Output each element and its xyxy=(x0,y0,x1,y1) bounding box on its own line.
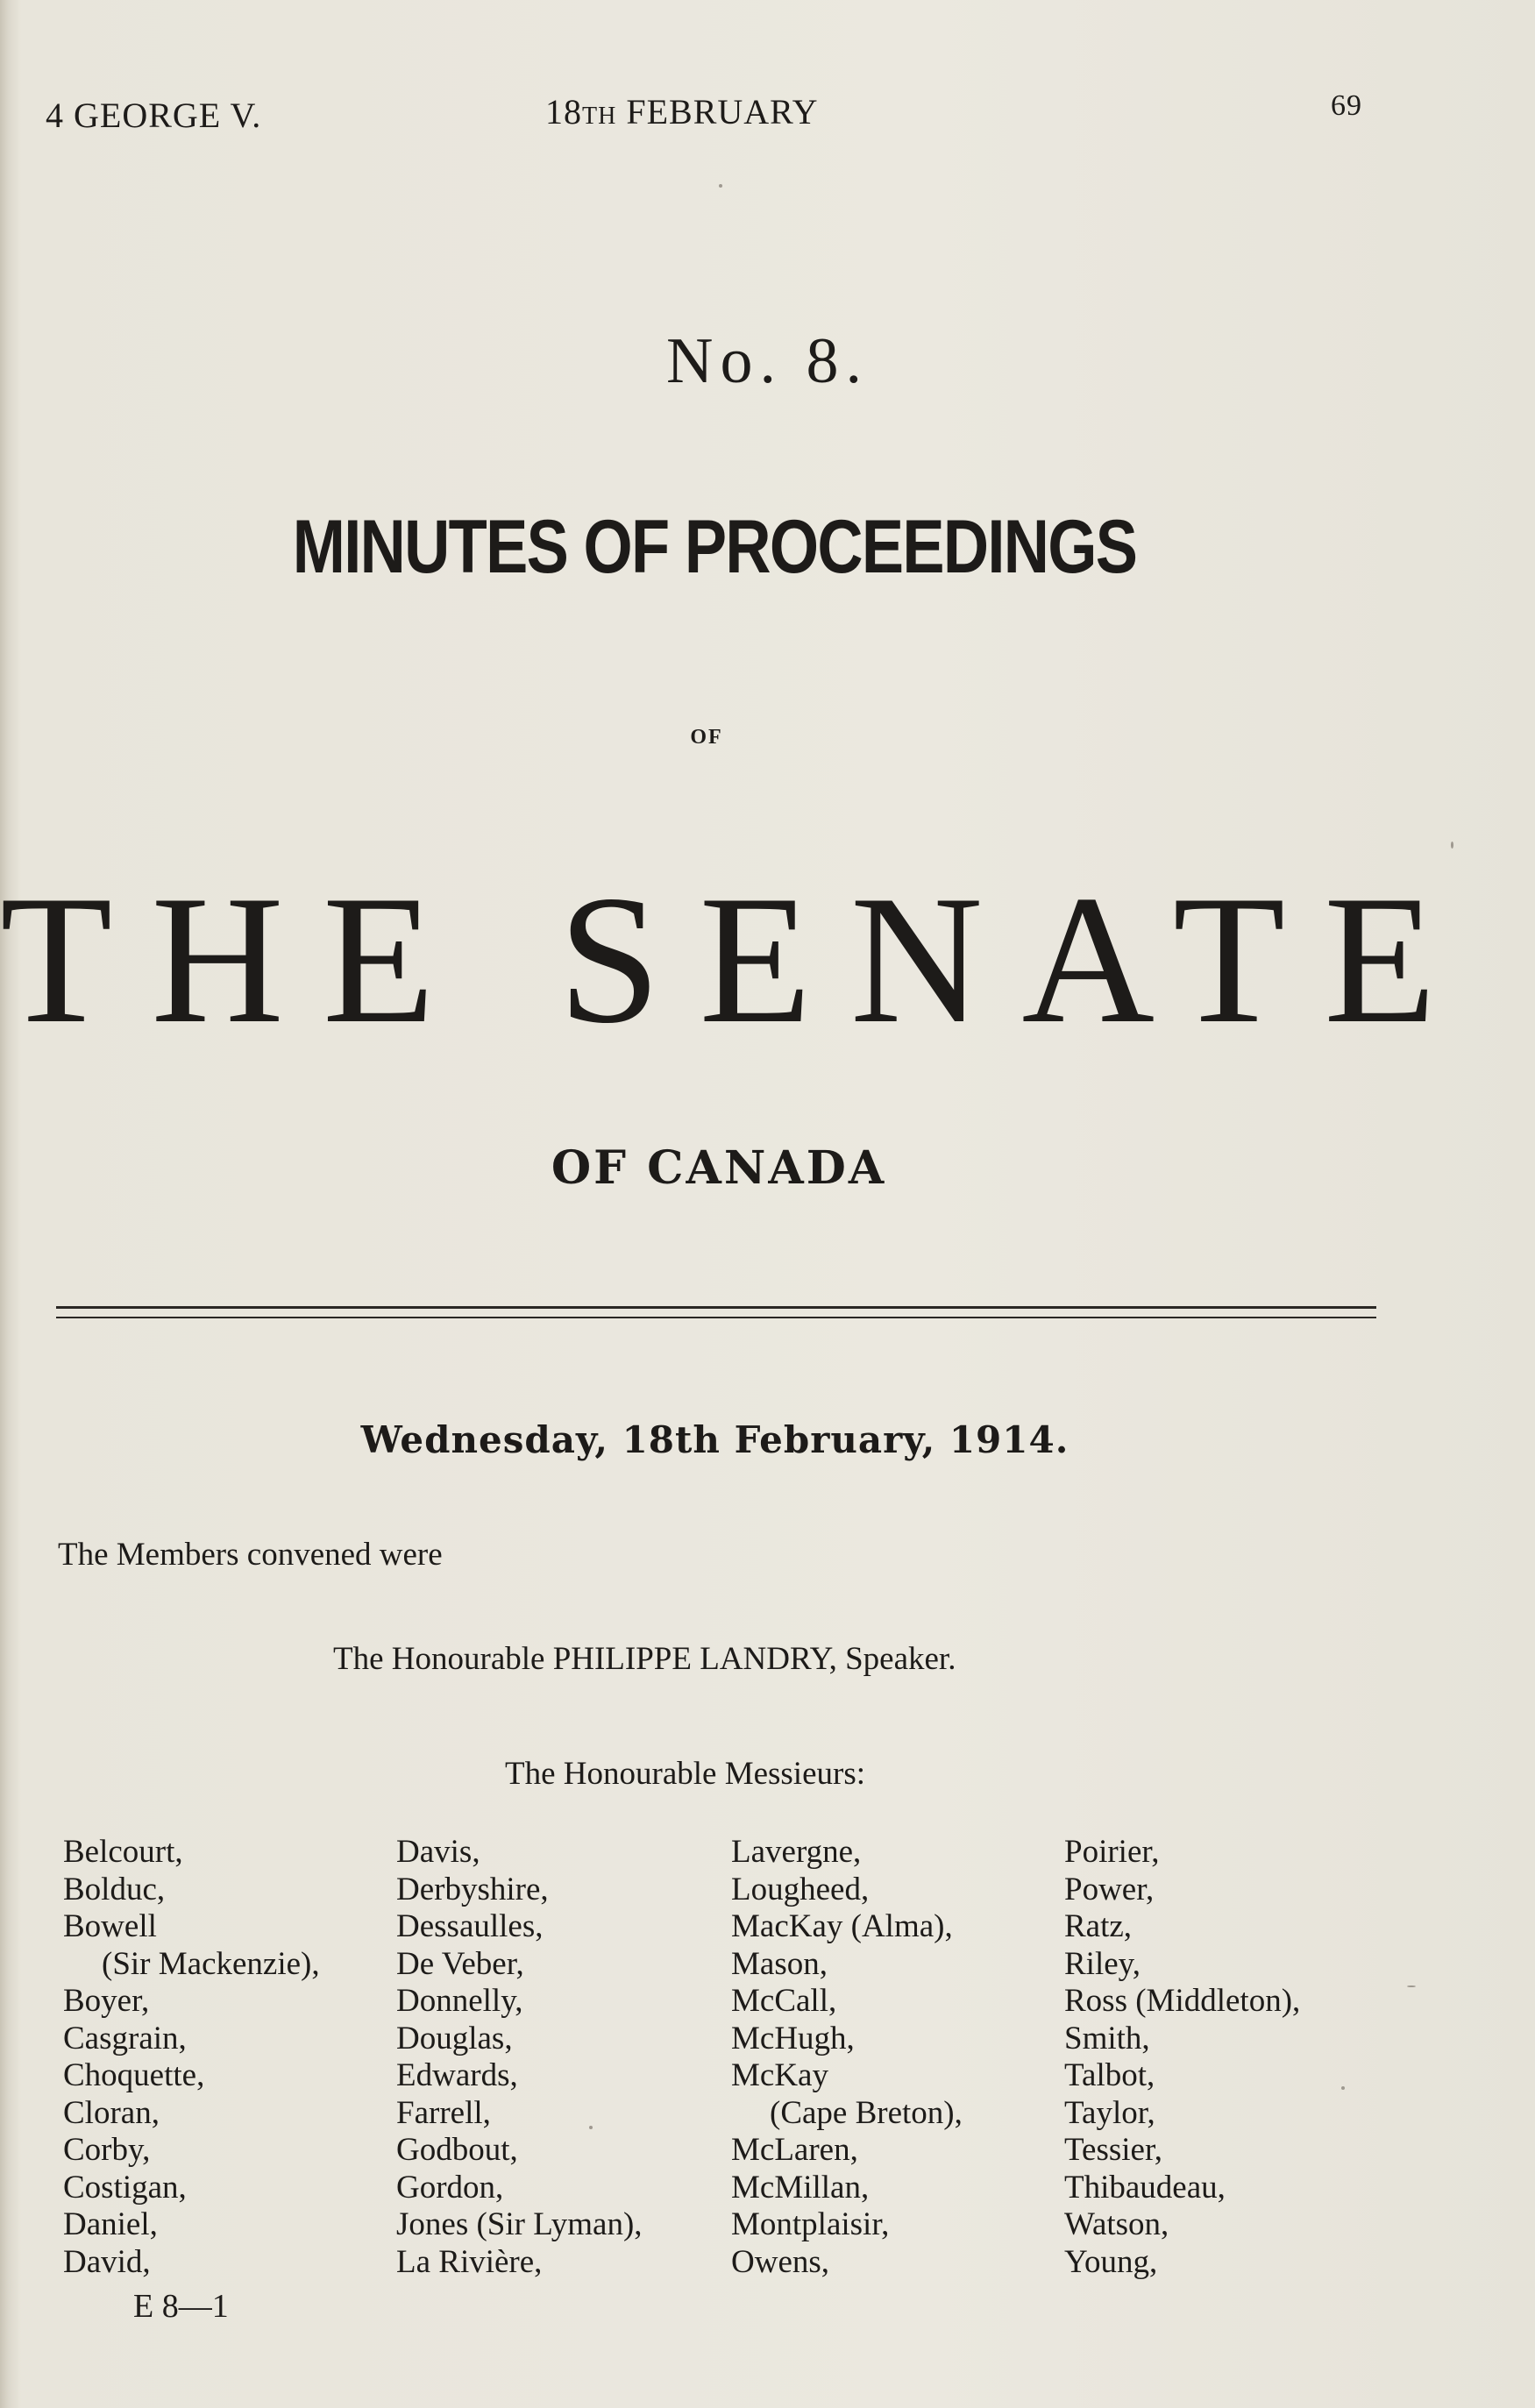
member-column-1 xyxy=(63,1834,320,2281)
member-name: Costigan, xyxy=(63,2169,187,2206)
header-date xyxy=(545,91,819,132)
member-name: McLaren, xyxy=(731,2132,858,2168)
paper-speck xyxy=(1407,1985,1416,1987)
speaker-line: The Honourable PHILIPPE LANDRY, Speaker. xyxy=(333,1641,956,1677)
member-name: Riley, xyxy=(1064,1945,1141,1982)
member-name: MacKay (Alma), xyxy=(731,1908,953,1944)
member-name: Cloran, xyxy=(63,2094,160,2131)
member-name-continuation: (Cape Breton), xyxy=(770,2094,963,2131)
member-name: Edwards, xyxy=(396,2057,518,2093)
regnal-year: 4 GEORGE V. xyxy=(46,96,262,135)
member-name: Daniel, xyxy=(63,2206,158,2242)
country-line: OF CANADA xyxy=(551,1141,887,1195)
member-name: Corby, xyxy=(63,2132,151,2168)
header-date-month: FEBRUARY xyxy=(626,92,819,131)
member-name: Ratz, xyxy=(1064,1908,1133,1944)
member-name: Montplaisir, xyxy=(731,2206,890,2242)
header-date-day: 18 xyxy=(545,92,582,131)
member-column-3 xyxy=(731,1834,963,2281)
member-column-2 xyxy=(396,1834,643,2281)
header-date-suffix: TH xyxy=(582,103,617,130)
member-name: Derbyshire, xyxy=(396,1871,549,1907)
divider-rule-bottom xyxy=(56,1317,1376,1318)
member-name: McMillan, xyxy=(731,2169,870,2206)
member-name: Taylor, xyxy=(1064,2094,1155,2131)
member-name: Boyer, xyxy=(63,1983,150,2019)
member-name-continuation: (Sir Mackenzie), xyxy=(102,1945,320,1982)
member-name: McHugh, xyxy=(731,2020,855,2056)
paper-speck xyxy=(719,184,722,188)
member-name: Davis, xyxy=(396,1834,480,1870)
document-title: MINUTES OF PROCEEDINGS xyxy=(292,505,1137,589)
member-name: Ross (Middleton), xyxy=(1064,1983,1301,2019)
messieurs-heading: The Honourable Messieurs: xyxy=(505,1756,866,1792)
member-name: Lavergne, xyxy=(731,1834,862,1870)
member-name: Lougheed, xyxy=(731,1871,870,1907)
member-name: Donnelly, xyxy=(396,1983,523,2019)
signature-mark: E 8—1 xyxy=(133,2288,229,2325)
paper-speck xyxy=(1451,842,1453,849)
member-name: Gordon, xyxy=(396,2169,504,2206)
member-name: Farrell, xyxy=(396,2094,491,2131)
member-name: Douglas, xyxy=(396,2020,513,2056)
page-number: 69 xyxy=(1331,89,1362,122)
member-name: La Rivière, xyxy=(396,2243,543,2280)
member-name: De Veber, xyxy=(396,1945,524,1982)
member-name: Bolduc, xyxy=(63,1871,166,1907)
member-name: Mason, xyxy=(731,1945,828,1982)
member-name: Casgrain, xyxy=(63,2020,187,2056)
member-name: Godbout, xyxy=(396,2132,518,2168)
member-name: Power, xyxy=(1064,1871,1155,1907)
member-name: Poirier, xyxy=(1064,1834,1160,1870)
title-connector: OF xyxy=(690,726,723,749)
member-name: David, xyxy=(63,2243,151,2280)
member-name: Choquette, xyxy=(63,2057,205,2093)
member-name: Jones (Sir Lyman), xyxy=(396,2206,643,2242)
member-name: Smith, xyxy=(1064,2020,1150,2056)
document-number: No. 8. xyxy=(666,325,869,397)
paper-speck xyxy=(589,2126,593,2129)
member-name: Talbot, xyxy=(1064,2057,1155,2093)
member-name: Thibaudeau, xyxy=(1064,2169,1226,2206)
member-name: Watson, xyxy=(1064,2206,1169,2242)
session-date: Wednesday, 18th February, 1914. xyxy=(360,1418,1070,1461)
member-name: Dessaulles, xyxy=(396,1908,544,1944)
member-column-4 xyxy=(1064,1834,1300,2281)
member-name: Belcourt, xyxy=(63,1834,183,1870)
divider-rule-top xyxy=(56,1306,1376,1309)
members-intro: The Members convened were xyxy=(58,1537,443,1573)
member-name: McKay xyxy=(731,2057,828,2093)
member-name: Bowell xyxy=(63,1908,157,1944)
member-name: Tessier, xyxy=(1064,2132,1163,2168)
member-name: Young, xyxy=(1064,2243,1158,2280)
body-name: THE SENATE xyxy=(0,858,1475,1062)
member-name: Owens, xyxy=(731,2243,830,2280)
member-name: McCall, xyxy=(731,1983,837,2019)
paper-speck xyxy=(1341,2086,1345,2090)
